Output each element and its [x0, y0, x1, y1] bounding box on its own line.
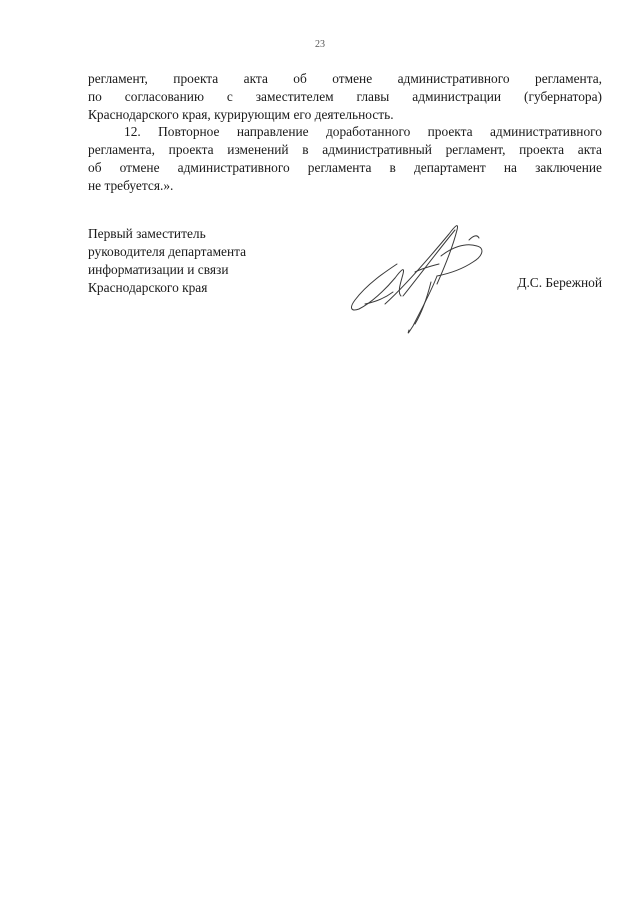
text-line: 12. Повторное направление доработанного проекта административного	[124, 124, 602, 140]
position-line: руководителя департамента	[88, 244, 247, 259]
text-line: по согласованию с заместителем главы администрации (губернатора)	[88, 88, 602, 104]
paragraph-continuation	[88, 70, 602, 123]
body-text	[88, 70, 602, 195]
position-line: Краснодарского края	[88, 280, 208, 295]
text-line: об отмене административного регламента в департамент на заключение	[88, 159, 602, 175]
handwritten-signature	[345, 212, 505, 340]
page-number: 23	[315, 39, 325, 50]
text-line: Краснодарского края, курирующим его деятельность.	[88, 106, 394, 122]
paragraph-item-12	[88, 123, 602, 194]
signer-name: Д.С. Бережной	[517, 275, 602, 290]
position-line: Первый заместитель	[88, 226, 206, 241]
position-line: информатизации и связи	[88, 262, 229, 277]
text-line: регламента, проекта изменений в административный регламент, проекта акта	[88, 142, 602, 158]
text-line: не требуется.».	[88, 177, 174, 193]
text-line: регламент, проекта акта об отмене административного регламента,	[88, 71, 602, 86]
signer-position	[88, 225, 348, 297]
